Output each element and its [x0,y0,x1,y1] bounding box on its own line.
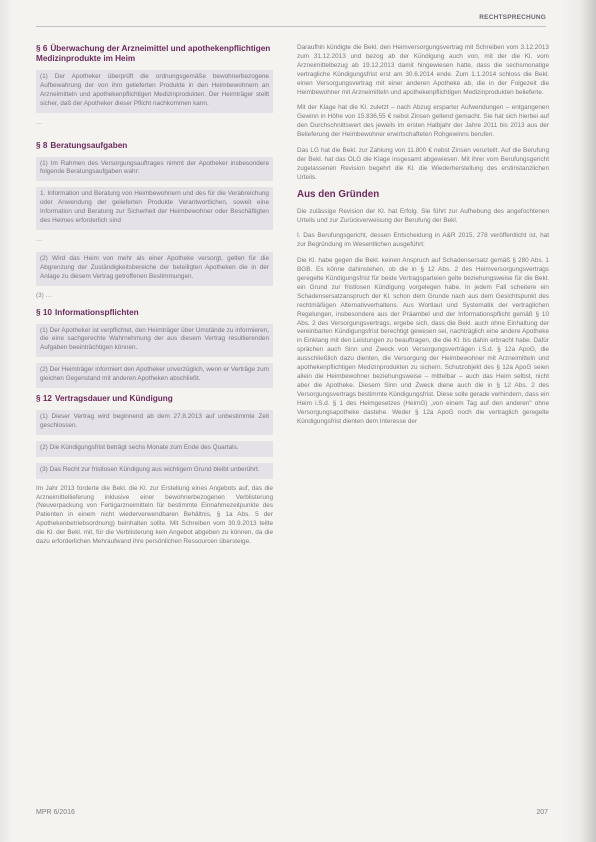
right-column [297,44,549,433]
section-6-paragraph-1: (1) Der Apotheker überprüft die ordnungsgemäße bewohnerbezogene Aufbewahrung der von ihm gelieferten Produkte in den Heimbewohnern an Arzneimitteln und apothekenpflichtigen Medizinprodukten. Der Heimträger stellt sicher, daß der Apotheker dieser Pflicht nachkommen kann. [40,73,269,107]
section-12-paragraph-3: (3) Das Recht zur fristlosen Kündigung aus wichtigem Grund bleibt unberührt. [40,465,260,473]
journal-footer: MPR 6/2016 [36,809,75,816]
section-12-paragraph-1: (1) Dieser Vertrag wird beginnend ab dem 27.8.2013 auf unbestimmte Zeit geschlossen. [40,413,269,429]
section-8-block-2 [36,187,273,230]
section-6-block [36,70,273,113]
section-10-block-1 [36,324,273,358]
section-8-subsection-3: (3) … [36,291,52,299]
section-8-block-1 [36,157,273,182]
section-12-heading: § 12 Vertragsdauer und Kündigung [36,394,173,404]
section-8-paragraph-2: 1. Information und Beratung von Heimbewohnern und des für die Verabreichung oder Anwendung der gelieferten Produkte Verantwortlichen, soweit eine Information und Beratung zur Sicherheit der Heimbewohner oder Beschäftigten des Heimes erforderlich sind [40,190,269,225]
right-paragraph-1: Daraufhin kündigte die Bekl. den Heimversorgungsvertrag mit Schreiben vom 3.12.2013 zum 31.12.2013 und bezog ab der Kündigung auch von, mit der die Kl. vom Arzneimittelbezug ab 19.12.2013 damit hingewiesen hatte, dass die sechsmonatige vertragliche Kündigungsfrist erst am 30.6.2014 ende. Zum 1.1.2014 schloss die Bekl. einen Versorgungsvertrag mit einer anderen Apotheke ab, die in der Folgezeit die Heimbewohner mit Arzneimitteln und apothekenpflichtigen Medizinprodukten belieferte. [297,44,549,96]
section-10-paragraph-2: (2) Der Heimträger informiert den Apotheker unverzüglich, wenn er Verträge zum gleichen Gegenstand mit anderen Apotheken abschließt. [40,366,269,383]
section-10-paragraph-1: (1) Der Apotheker ist verpflichtet, den Heimträger über Umstände zu informieren, die eine sachgerechte Wahrnehmung der aus diesem Vertrag resultierenden Aufgaben beeinträchtigen können. [40,326,269,352]
section-12-block-1 [36,410,273,435]
facts-paragraph: Im Jahr 2013 forderte die Bekl. die Kl. zur Erstellung eines Angebots auf, das die Arzneimittellieferung inklusive einer bewohnerbezogenen Verblisterung (Neuverpackung von Fertigarzneimitteln für bestimmte Einnahmezeitpunkte des Patienten in einem nicht wiederverwendbaren Behältnis, § 1a Abs. 5 der Apothekenbetriebsordnung) beinhalten sollte. Mit Schreiben vom 30.9.2013 teilte die Kl. der Bekl. mit, für die Verblisterung kein Angebot abgeben zu können, da die dazu erforderlichen Mehraufwand ihre persönlichen Ressourcen übersteige. [36,484,273,546]
section-12-paragraph-2: (2) Die Kündigungsfrist beträgt sechs Monate zum Ende des Quartals. [40,443,239,451]
section-8-paragraph-3: (2) Wird das Heim von mehr als einer Apotheke versorgt, gelten für die Abgrenzung der Zuständigkeitsbereiche der beteiligten Apotheken die in der Anlage zu diesem Vertrag getroffenen Bestimmungen. [40,254,269,280]
section-12-block-2 [36,441,273,457]
section-6-ellipsis: … [36,118,43,126]
right-paragraph-2: Mit der Klage hat die Kl. zuletzt – nach Abzug ersparter Aufwendungen – entgangenen Gewinn in Höhe von 15.836,55 € nebst Zinsen geltend gemacht. Sie hat sich hierbei auf den Durchschnittswert des jeweils im ersten Halbjahr der Jahre 2011 bis 2013 aus der Belieferung der Heimbewohner erwirtschafteten Rohgewinns berufen. [297,104,549,139]
page-number: 207 [536,809,548,816]
header-rule [36,26,546,27]
left-column [36,44,273,554]
section-8-paragraph-1: (1) Im Rahmen des Versorgungsauftrages nimmt der Apotheker insbesondere folgende Beratungsaufgaben wahr: [40,159,269,176]
section-10-block-2 [36,363,273,388]
section-6-heading: § 6 Überwachung der Arzneimittel und apothekenpflichtigen Medizinprodukte im Heim [36,44,271,63]
section-12-block-3 [36,463,273,479]
grounds-heading: Aus den Gründen [297,188,380,200]
section-8-block-3 [36,252,273,286]
section-8-heading: § 8 Beratungsaufgaben [36,140,128,150]
right-paragraph-3: Das LG hat die Bekl. zur Zahlung von 11.800 € nebst Zinsen verurteilt. Auf die Berufung der Bekl. hat das OLG die Klage insgesamt abgewiesen. Mit ihrer vom Berufungsgericht zugelassenen Revision begehrt die Kl. die Wiederherstellung des erstinstanzlichen Urteils. [297,147,549,181]
right-paragraph-5: I. Das Berufungsgericht, dessen Entscheidung in A&R 2015, 278 veröffentlicht ist, hat zur Begründung im Wesentlichen ausgeführt: [297,232,549,249]
section-8-ellipsis: … [36,235,43,243]
section-10-heading: § 10 Informationspflichten [36,307,139,317]
section-header-label: RECHTSPRECHUNG [479,14,546,21]
right-paragraph-6: Die Kl. habe gegen die Bekl. keinen Anspruch auf Schadensersatz gemäß § 280 Abs. 1 BGB. Es könne dahinstehen, ob die in § 12 Abs. 2 des Heimversorgungsvertrags geregelte Kündigungsfrist für beide Vertragsparteien gelte beziehungsweise für die Bekl. ein Grund zur fristlosen Kündigung vorgelegen habe. In jedem Fall scheitere ein Schadensersatzanspruch der Kl. schon dem Grunde nach aus dem Gesichtspunkt des rechtmäßigen Alternativverhaltens. Aus Wortlaut und Systematik der vertraglichen Regelungen, insbesondere aus der Präambel und der Informationspflicht gemäß § 10 Abs. 2 des Versorgungsvertrags, ergebe sich, dass die Bekl. auch ohne Einhaltung der vereinbarten Kündigungsfrist berechtigt gewesen sei, nachträglich eine andere Apotheke in Einklang mit den Leistungen zu beauftragen, die die Kl. bis dahin erbracht habe. Dafür sprächen auch Sinn und Zweck von Versorgungsverträgen i.S.d. § 12a ApoG, die ausschließlich dazu dienten, die Versorgung der Heimbewohner mit Arzneimitteln und apothekenpflichtigen Medizinprodukten zu sichern. Schutzobjekt des § 12a ApoG seien allein die Heimbewohner beziehungsweise – mittelbar – auch das Heim selbst, nicht aber die Apotheke. Diesem Sinn und Zweck diene auch die in § 12 Abs. 2 des Versorgungsvertrags bestimmte Kündigungsfrist. Diese solle gerade verhindern, dass ein Heim i.S.d. § 1 des Heimgesetzes (HeimG) „von einem Tag auf den anderen" ohne Versorgungsapotheke dastehe. Weder § 12a ApoG noch die vertraglich geregelte Kündigungsfrist dienten dem Interesse der [297,257,549,425]
right-paragraph-4: Die zulässige Revision der Kl. hat Erfolg. Sie führt zur Aufhebung des angefochtenen Urteils und zur Zurückverweisung der Berufung der Bekl. [297,207,549,224]
